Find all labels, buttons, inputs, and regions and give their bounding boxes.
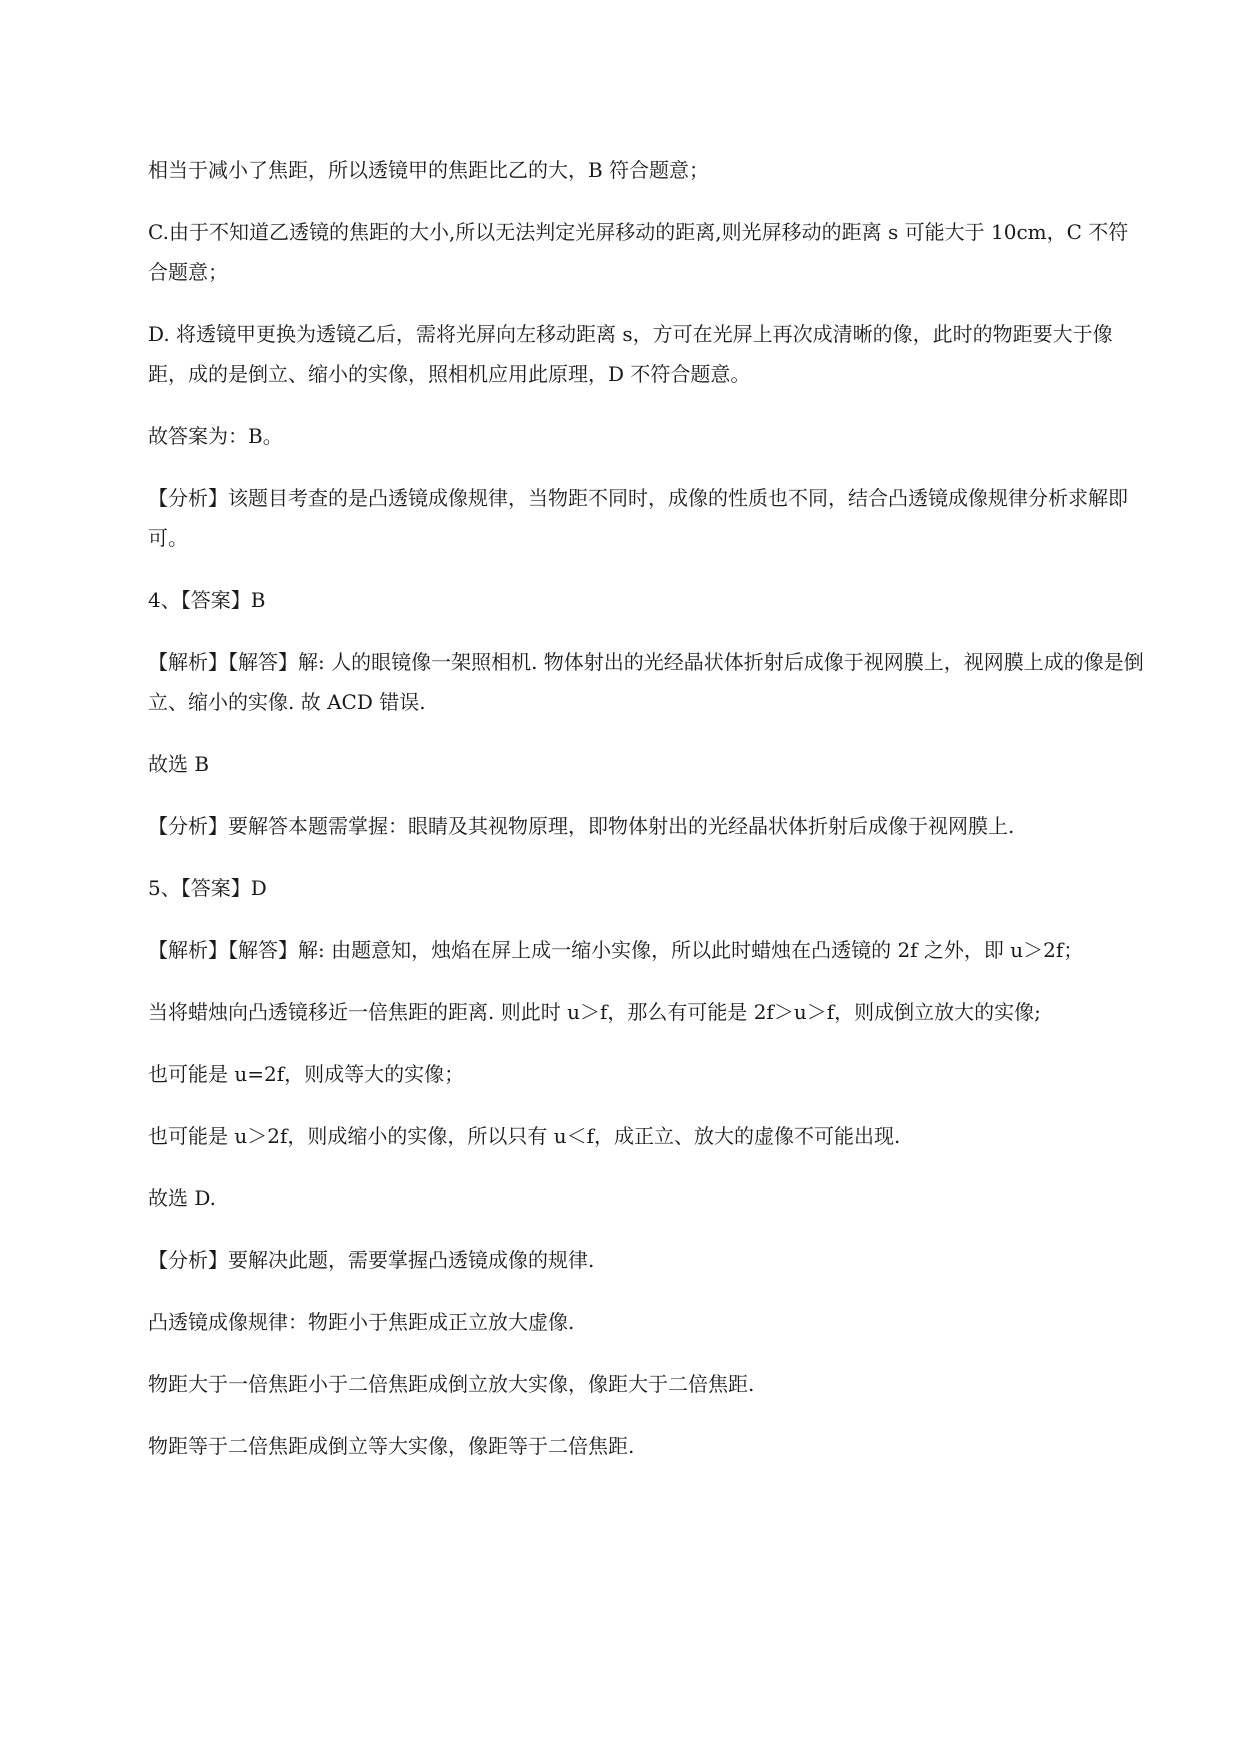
paragraph-choice-5: 故选 D.	[148, 1186, 217, 1210]
paragraph-solution-4: 【解析】【解答】解: 人的眼镜像一架照相机. 物体射出的光经晶状体折射后成像于视网膜上，视网膜上成的像是倒立、缩小的实像. 故 ACD 错误.	[148, 650, 1144, 714]
paragraph-step-2: 也可能是 u=2f，则成等大的实像；	[148, 1062, 465, 1086]
paragraph-answer-4-heading: 4、【答案】B	[148, 588, 266, 612]
paragraph-choice-4: 故选 B	[148, 752, 210, 776]
paragraph-analysis-4: 【分析】要解答本题需掌握：眼睛及其视物原理，即物体射出的光经晶状体折射后成像于视网膜上.	[148, 814, 1015, 838]
paragraph-step-1: 当将蜡烛向凸透镜移近一倍焦距的距离. 则此时 u＞f，那么有可能是 2f＞u＞f，则成倒立放大的实像;	[148, 1000, 1041, 1024]
document-page	[148, 150, 1148, 1488]
paragraph-answer-5-heading: 5、【答案】D	[148, 876, 267, 900]
paragraph-rule-2: 物距大于一倍焦距小于二倍焦距成倒立放大实像，像距大于二倍焦距.	[148, 1372, 755, 1396]
paragraph-lens-comparison: 相当于减小了焦距，所以透镜甲的焦距比乙的大，B 符合题意；	[148, 158, 710, 182]
paragraph-step-3: 也可能是 u＞2f，则成缩小的实像，所以只有 u＜f，成正立、放大的虚像不可能出现.	[148, 1124, 901, 1148]
paragraph-answer-3: 故答案为：B。	[148, 424, 283, 448]
paragraph-rule-1: 凸透镜成像规律：物距小于焦距成正立放大虚像.	[148, 1310, 575, 1334]
paragraph-rule-3: 物距等于二倍焦距成倒立等大实像，像距等于二倍焦距.	[148, 1434, 635, 1458]
paragraph-analysis-5: 【分析】要解决此题，需要掌握凸透镜成像的规律.	[148, 1248, 595, 1272]
paragraph-option-c: C.由于不知道乙透镜的焦距的大小,所以无法判定光屏移动的距离,则光屏移动的距离 s 可能大于 10cm，C 不符合题意；	[148, 220, 1129, 284]
paragraph-option-d: D. 将透镜甲更换为透镜乙后，需将光屏向左移动距离 s，方可在光屏上再次成清晰的像，此时的物距要大于像距，成的是倒立、缩小的实像，照相机应用此原理，D 不符合题意。	[148, 322, 1113, 386]
paragraph-analysis-3: 【分析】该题目考查的是凸透镜成像规律，当物距不同时，成像的性质也不同，结合凸透镜成像规律分析求解即可。	[148, 486, 1128, 550]
paragraph-solution-5: 【解析】【解答】解: 由题意知，烛焰在屏上成一缩小实像，所以此时蜡烛在凸透镜的 2f 之外，即 u＞2f；	[148, 938, 1084, 962]
